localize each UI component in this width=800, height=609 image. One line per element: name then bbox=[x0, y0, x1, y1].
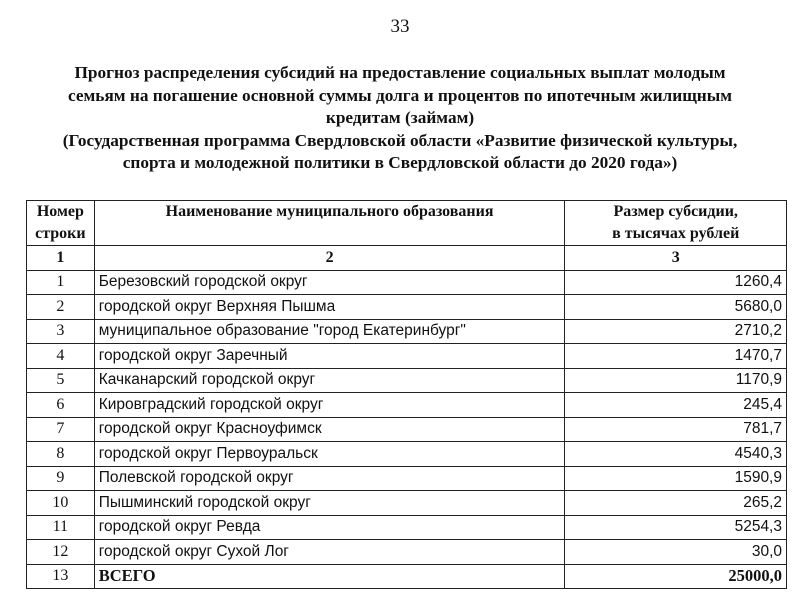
subsidy-amount-cell: 2710,2 bbox=[565, 319, 787, 344]
municipality-name-cell: городской округ Первоуральск bbox=[94, 442, 565, 467]
title-line: Прогноз распределения субсидий на предоставление социальных выплат молодым bbox=[74, 63, 726, 82]
total-row-number-cell: 13 bbox=[27, 564, 95, 589]
subsidy-amount-cell: 1470,7 bbox=[565, 344, 787, 369]
header-subsidy-amount bbox=[565, 201, 787, 246]
row-number-cell: 4 bbox=[27, 344, 95, 369]
column-index-cell: 1 bbox=[27, 246, 95, 271]
row-number-cell: 8 bbox=[27, 442, 95, 467]
subsidy-amount-cell: 781,7 bbox=[565, 417, 787, 442]
subsidy-amount-cell: 245,4 bbox=[565, 393, 787, 418]
subsidy-amount-cell: 1170,9 bbox=[565, 368, 787, 393]
row-number-cell: 6 bbox=[27, 393, 95, 418]
program-name-line: (Государственная программа Свердловской области «Развитие физической культуры, bbox=[62, 130, 738, 150]
municipality-name-cell: Березовский городской округ bbox=[94, 270, 565, 295]
column-index-cell: 2 bbox=[94, 246, 565, 271]
table-row bbox=[27, 270, 787, 295]
header-row-number-line1: Номер bbox=[36, 203, 84, 220]
municipality-name-cell: Пышминский городской округ bbox=[94, 491, 565, 516]
total-label-cell: ВСЕГО bbox=[94, 564, 565, 589]
table-row bbox=[27, 295, 787, 320]
total-amount-cell: 25000,0 bbox=[565, 564, 787, 589]
table-row bbox=[27, 466, 787, 491]
subsidy-amount-cell: 265,2 bbox=[565, 491, 787, 516]
table-row bbox=[27, 491, 787, 516]
row-number-cell: 10 bbox=[27, 491, 95, 516]
row-number-cell: 1 bbox=[27, 270, 95, 295]
row-number-cell: 11 bbox=[27, 515, 95, 540]
title-line: семьям на погашение основной суммы долга и процентов по ипотечным жилищным bbox=[67, 85, 733, 105]
program-name-line: спорта и молодежной политики в Свердловской области до 2020 года») bbox=[122, 153, 678, 172]
subsidy-table bbox=[26, 200, 787, 589]
subsidy-amount-cell: 1590,9 bbox=[565, 466, 787, 491]
table-row bbox=[27, 442, 787, 467]
table-row bbox=[27, 417, 787, 442]
header-row-number-line2: строки bbox=[35, 225, 86, 242]
municipality-name-cell: городской округ Заречный bbox=[94, 344, 565, 369]
municipality-name-cell: городской округ Красноуфимск bbox=[94, 417, 565, 442]
table-row bbox=[27, 319, 787, 344]
municipality-name-cell: Кировградский городской округ bbox=[94, 393, 565, 418]
municipality-name-cell: Полевской городской округ bbox=[94, 466, 565, 491]
municipality-name-cell: городской округ Сухой Лог bbox=[94, 540, 565, 565]
table-header-row bbox=[27, 201, 787, 246]
municipality-name-cell: Качканарский городской округ bbox=[94, 368, 565, 393]
municipality-name-cell: городской округ Ревда bbox=[94, 515, 565, 540]
table-row bbox=[27, 540, 787, 565]
subsidy-amount-cell: 1260,4 bbox=[565, 270, 787, 295]
municipality-name-cell: городской округ Верхняя Пышма bbox=[94, 295, 565, 320]
table-row bbox=[27, 393, 787, 418]
column-index-row bbox=[27, 246, 787, 271]
table-row bbox=[27, 515, 787, 540]
table-row bbox=[27, 344, 787, 369]
subsidy-amount-cell: 5254,3 bbox=[565, 515, 787, 540]
row-number-cell: 12 bbox=[27, 540, 95, 565]
row-number-cell: 9 bbox=[27, 466, 95, 491]
row-number-cell: 7 bbox=[27, 417, 95, 442]
document-title bbox=[0, 62, 800, 175]
header-municipality-name bbox=[94, 201, 565, 246]
row-number-cell: 2 bbox=[27, 295, 95, 320]
row-number-cell: 5 bbox=[27, 368, 95, 393]
subsidy-amount-cell: 30,0 bbox=[565, 540, 787, 565]
title-line: кредитам (займам) bbox=[325, 108, 475, 127]
header-subsidy-amount-line1: Размер субсидии, bbox=[613, 203, 738, 220]
page-number: 33 bbox=[390, 16, 410, 37]
column-index-cell: 3 bbox=[565, 246, 787, 271]
total-row bbox=[27, 564, 787, 589]
header-row-number bbox=[27, 201, 95, 246]
header-subsidy-amount-line2: в тысячах рублей bbox=[612, 225, 740, 242]
row-number-cell: 3 bbox=[27, 319, 95, 344]
table-row bbox=[27, 368, 787, 393]
header-municipality-name-text: Наименование муниципального образования bbox=[165, 203, 494, 220]
municipality-name-cell: муниципальное образование "город Екатеринбург" bbox=[94, 319, 565, 344]
subsidy-amount-cell: 4540,3 bbox=[565, 442, 787, 467]
subsidy-amount-cell: 5680,0 bbox=[565, 295, 787, 320]
